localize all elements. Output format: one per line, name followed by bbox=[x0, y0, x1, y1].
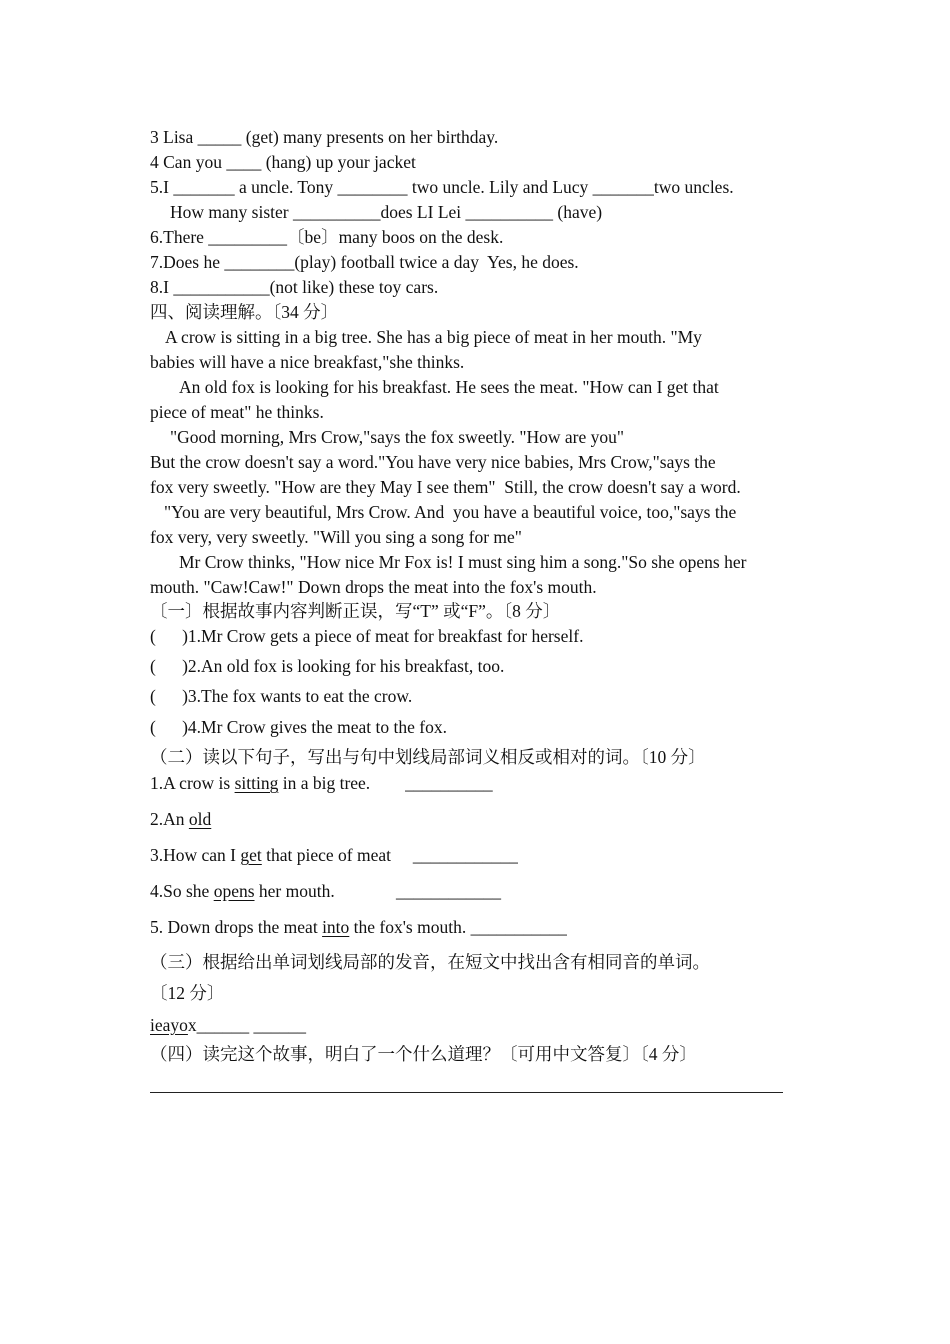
underlined-word: get bbox=[240, 845, 262, 865]
antonym-item-2 bbox=[150, 808, 211, 830]
passage-line: piece of meat" he thinks. bbox=[150, 402, 324, 422]
part1-heading: 〔一〕根据故事内容判断正误，写“T” 或“F”。〔8 分〕 bbox=[150, 601, 561, 621]
item-text: that piece of meat ____________ bbox=[261, 845, 518, 865]
item-text: 5. Down drops the meat bbox=[150, 917, 323, 937]
antonym-item-3 bbox=[150, 844, 518, 866]
answer-line bbox=[150, 1092, 783, 1093]
item-text: 4.So she bbox=[150, 881, 214, 901]
passage-line: An old fox is looking for his breakfast. He sees the meat. "How can I get that bbox=[179, 377, 719, 397]
fill-blank-5: 5.I _______ a uncle. Tony ________ two uncle. Lily and Lucy _______two uncles. bbox=[150, 177, 734, 197]
passage-line: But the crow doesn't say a word."You have very nice babies, Mrs Crow,"says the bbox=[150, 452, 716, 472]
part3-points: 〔12 分〕 bbox=[150, 983, 225, 1003]
tf-item-4: ( )4.Mr Crow gives the meat to the fox. bbox=[150, 717, 447, 737]
section4-heading: 四、阅读理解。〔34 分〕 bbox=[150, 302, 339, 322]
item-text: 1.A crow is bbox=[150, 773, 235, 793]
antonym-item-5 bbox=[150, 916, 567, 938]
item-text: her mouth. ____________ bbox=[254, 881, 501, 901]
underlined-word: sitting bbox=[234, 773, 279, 793]
passage-line: fox very, very sweetly. "Will you sing a song for me" bbox=[150, 527, 522, 547]
fill-blank-4: 4 Can you ____ (hang) up your jacket bbox=[150, 152, 416, 172]
fill-blank-7: 7.Does he ________(play) football twice a day Yes, he does. bbox=[150, 252, 579, 272]
item-text: 2.An bbox=[150, 809, 189, 829]
fill-blank-6: 6.There _________〔be〕many boos on the desk. bbox=[150, 227, 504, 247]
underlined-letters: ieayo bbox=[150, 1015, 188, 1035]
tf-item-3: ( )3.The fox wants to eat the crow. bbox=[150, 686, 413, 706]
part3-heading: （三）根据给出单词划线局部的发音，在短文中找出含有相同音的单词。 bbox=[150, 952, 710, 972]
fill-blank-8: 8.I ___________(not like) these toy cars. bbox=[150, 277, 439, 297]
item-text: 3.How can I bbox=[150, 845, 241, 865]
tf-item-2: ( )2.An old fox is looking for his breakfast, too. bbox=[150, 656, 505, 676]
underlined-word: opens bbox=[213, 881, 255, 901]
fill-blank-3: 3 Lisa _____ (get) many presents on her birthday. bbox=[150, 127, 499, 147]
passage-line: mouth. "Caw!Caw!" Down drops the meat into the fox's mouth. bbox=[150, 577, 597, 597]
part4-heading: （四）读完这个故事，明白了一个什么道理？〔可用中文答复〕〔4 分〕 bbox=[150, 1044, 697, 1064]
passage-line: babies will have a nice breakfast,"she thinks. bbox=[150, 352, 465, 372]
item-text: the fox's mouth. ___________ bbox=[349, 917, 567, 937]
item-text: in a big tree. __________ bbox=[278, 773, 493, 793]
letter-x: x bbox=[187, 1015, 197, 1035]
underlined-word: into bbox=[322, 917, 350, 937]
passage-line: "Good morning, Mrs Crow,"says the fox sweetly. "How are you" bbox=[170, 427, 625, 447]
antonym-item-1 bbox=[150, 772, 493, 794]
tf-item-1: ( )1.Mr Crow gets a piece of meat for breakfast for herself. bbox=[150, 626, 584, 646]
passage-line: "You are very beautiful, Mrs Crow. And you have a beautiful voice, too,"says the bbox=[164, 502, 737, 522]
passage-line: fox very sweetly. "How are they May I see them" Still, the crow doesn't say a word. bbox=[150, 477, 741, 497]
passage-line: A crow is sitting in a big tree. She has a big piece of meat in her mouth. "My bbox=[165, 327, 702, 347]
part2-heading: （二）读以下句子，写出与句中划线局部词义相反或相对的词。〔10 分〕 bbox=[150, 747, 706, 767]
passage-line: Mr Crow thinks, "How nice Mr Fox is! I must sing him a song."So she opens her bbox=[179, 552, 747, 572]
antonym-item-4 bbox=[150, 880, 501, 902]
underlined-word: old bbox=[188, 809, 212, 829]
fill-blank-5-cont: How many sister __________does LI Lei __________ (have) bbox=[170, 202, 603, 222]
sound-letters-row bbox=[150, 1014, 306, 1036]
answer-blanks: ______ ______ bbox=[196, 1015, 307, 1035]
